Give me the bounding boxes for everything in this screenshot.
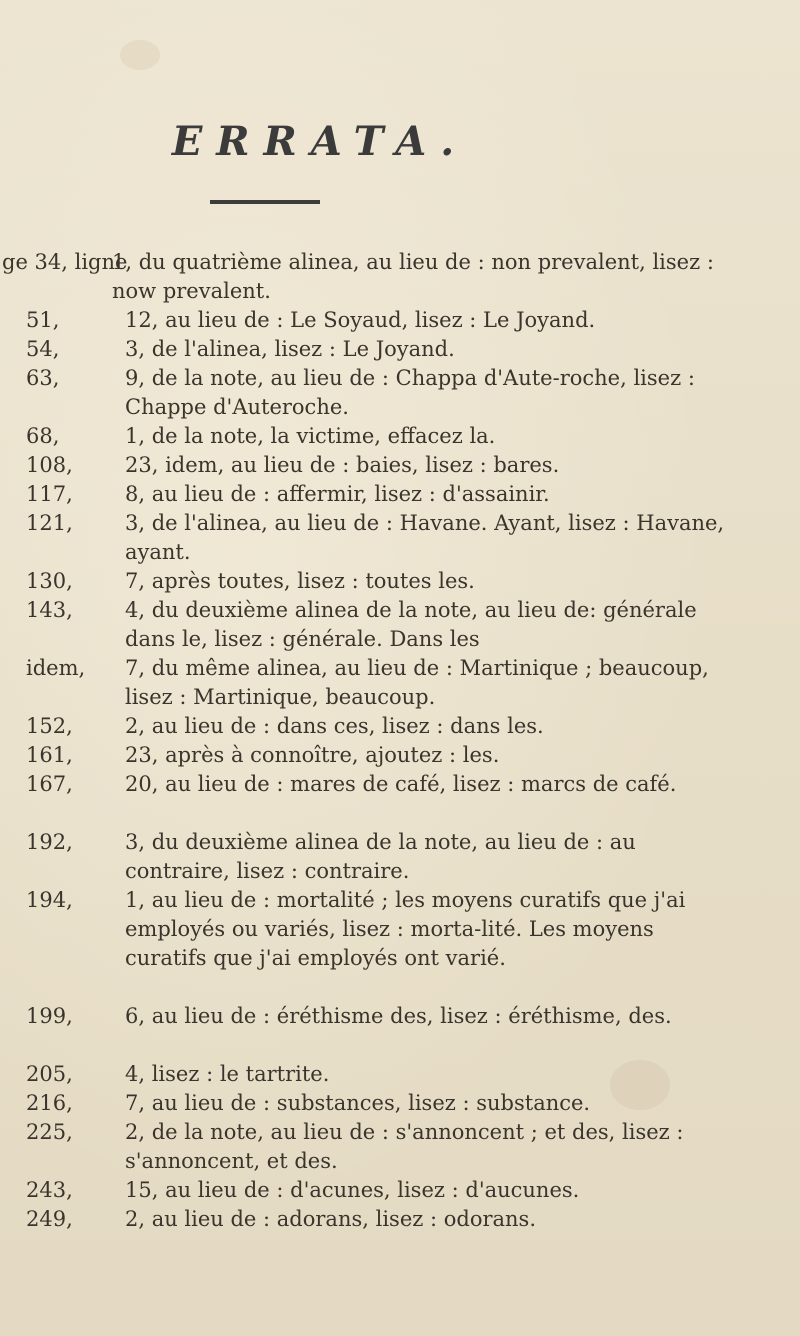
correction-text: 3, du deuxième alinea de la note, au lieu de : au contraire, lisez : contraire.	[125, 830, 636, 883]
errata-entry	[0, 596, 800, 654]
errata-entry	[0, 712, 800, 741]
errata-entry	[0, 422, 800, 451]
page-reference: idem,	[26, 656, 86, 680]
errata-entry	[0, 1176, 800, 1205]
errata-entry	[0, 306, 800, 335]
errata-entry	[0, 1002, 800, 1031]
page-reference: 54,	[26, 337, 60, 361]
page-reference: 51,	[26, 308, 60, 332]
page-reference: 121,	[26, 511, 73, 535]
correction-text: 15, au lieu de : d'acunes, lisez : d'aucunes.	[125, 1178, 580, 1202]
page-reference: 108,	[26, 453, 73, 477]
page-reference: 225,	[26, 1120, 73, 1144]
errata-entry	[0, 1089, 800, 1118]
correction-text: 3, de l'alinea, au lieu de : Havane. Ayant, lisez : Havane, ayant.	[125, 511, 725, 564]
page-reference: 216,	[26, 1091, 73, 1115]
errata-entry	[0, 335, 800, 364]
correction-text: 6, au lieu de : éréthisme des, lisez : éréthisme, des.	[125, 1004, 672, 1028]
page-reference: 130,	[26, 569, 73, 593]
correction-text: 7, du même alinea, au lieu de : Martinique ; beaucoup, lisez : Martinique, beaucoup.	[125, 656, 709, 709]
correction-text: 4, du deuxième alinea de la note, au lieu de: générale dans le, lisez : générale. Dans les	[125, 598, 697, 651]
errata-entry	[0, 451, 800, 480]
errata-entry	[0, 770, 800, 799]
correction-text: 1, de la note, la victime, effacez la.	[125, 424, 496, 448]
errata-entry	[0, 886, 800, 973]
page-reference: 63,	[26, 366, 60, 390]
correction-text: 20, au lieu de : mares de café, lisez : marcs de café.	[125, 772, 677, 796]
page-reference: 205,	[26, 1062, 73, 1086]
page-reference: 243,	[26, 1178, 73, 1202]
errata-entry	[0, 567, 800, 596]
correction-text: 2, au lieu de : dans ces, lisez : dans les.	[125, 714, 544, 738]
errata-entry	[0, 1205, 800, 1234]
correction-text: 2, au lieu de : adorans, lisez : odorans.	[125, 1207, 536, 1231]
correction-text: 12, au lieu de : Le Soyaud, lisez : Le Joyand.	[125, 308, 596, 332]
correction-text: 3, de l'alinea, lisez : Le Joyand.	[125, 337, 455, 361]
page-reference: 152,	[26, 714, 73, 738]
correction-text: 9, de la note, au lieu de : Chappa d'Aute-roche, lisez : Chappe d'Auteroche.	[125, 366, 695, 419]
page-reference: 143,	[26, 598, 73, 622]
correction-text: 8, au lieu de : affermir, lisez : d'assainir.	[125, 482, 550, 506]
errata-entry	[0, 509, 800, 567]
correction-text: 4, lisez : le tartrite.	[125, 1062, 330, 1086]
correction-text: 7, après toutes, lisez : toutes les.	[125, 569, 475, 593]
page-reference: 199,	[26, 1004, 73, 1028]
page-reference: 192,	[26, 830, 73, 854]
errata-entry	[0, 1060, 800, 1089]
errata-entry	[0, 248, 800, 306]
correction-text: 1, au lieu de : mortalité ; les moyens curatifs que j'ai employés ou variés, lisez : morta-lité. Les moyens curatifs que j'ai employés ont varié.	[125, 888, 686, 970]
page-reference: 249,	[26, 1207, 73, 1231]
title-divider	[210, 200, 320, 204]
correction-text: 7, au lieu de : substances, lisez : substance.	[125, 1091, 591, 1115]
page-reference: 161,	[26, 743, 73, 767]
correction-text: 23, idem, au lieu de : baies, lisez : bares.	[125, 453, 560, 477]
errata-title: ERRATA.	[171, 118, 469, 165]
paper-stain	[120, 40, 160, 70]
page-reference: 68,	[26, 424, 60, 448]
page-reference: 117,	[26, 482, 73, 506]
errata-entry	[0, 654, 800, 712]
errata-entry	[0, 741, 800, 770]
errata-entry	[0, 480, 800, 509]
page-reference: 167,	[26, 772, 73, 796]
errata-entry	[0, 828, 800, 886]
correction-text: 1, du quatrième alinea, au lieu de : non prevalent, lisez : now prevalent.	[112, 250, 714, 303]
correction-text: 2, de la note, au lieu de : s'annoncent ; et des, lisez : s'annoncent, et des.	[125, 1120, 684, 1173]
errata-entry	[0, 1118, 800, 1176]
page-reference: 194,	[26, 888, 73, 912]
correction-text: 23, après à connoître, ajoutez : les.	[125, 743, 500, 767]
page-reference: ge 34, ligne	[2, 250, 128, 274]
errata-entry	[0, 364, 800, 422]
